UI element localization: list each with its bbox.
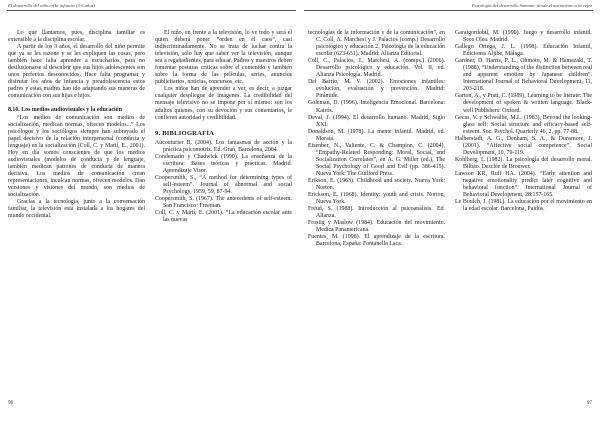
reference-entry: Donaldson, M. (1978). La mente infantil. Madrid, ed. Morata. xyxy=(308,128,445,142)
body-paragraph: Gracias a la tecnología, junto a la conversación familiar, la televisión está instalada a los hogares del mundo occidental. xyxy=(8,199,145,220)
reference-entry: tecnologías de la información y de la comunicación”, en C. Coll, A. Marchesi y J. Palacios (comp.) Desarrollo psicológico y educación 2. Psicología de la educación escolar (623-651). Madrid: Alianza Editorial. xyxy=(308,30,445,58)
reference-entry: Coll, C. y Martí, E. (2001). “La educación escolar ante las nuevas xyxy=(155,210,292,224)
left-column-1 xyxy=(8,30,145,220)
reference-entry: Le Boulch, J. (1981). La educación por el movimiento en la edad escolar. Barcelona, Paidós. xyxy=(455,199,592,213)
bibliography-heading: 9. BIBLIOGRAFÍA xyxy=(155,129,215,137)
section-heading: 8.10. Los medios audiovisuales y la educación xyxy=(8,107,122,114)
reference-entry: Coopersmith, S. (1967). The antecedents of self-esteem. San Francisco: Freeman. xyxy=(155,196,292,210)
body-paragraph: Lo que llamamos, pues, disciplina familiar es extensible a la disciplina escolar. xyxy=(8,30,145,44)
running-header-left: El desarrollo del niño en la infancia (3-6 años) xyxy=(8,3,95,8)
reference-entry: Del Barrio, M. V. (2002). Emociones infantiles: evolución, evaluación y prevención. Madrid: Pirámide. xyxy=(308,79,445,100)
reference-entry: Erikson, E. (1963). Childhood and society. Nueva York: Norton. xyxy=(308,177,445,192)
right-column-1 xyxy=(308,30,445,248)
page-number-left: 96 xyxy=(8,400,14,406)
reference-entry: Lawson KR, Ruff HA. (2004). “Early attention and negative emotionality predict later cognitive and behavioral function”. International Journal of Behavioral Development, 28:157-165. xyxy=(455,170,592,199)
body-paragraph: “Los medios de comunicación son medios de socialización, medican normas, ofrecen modelos...” Los psicólogos y los sociólogos siempre han subrayado el papel decisivo de la relación interpersonal (conducta y lenguaje) en la socialización (Coll, C. y Martí, E., 2001). Hoy en día somos conscientes de que los medios audiovisuales (modelos de conducta y de lenguaje, también medican patrones de conducta de manera decisiva. Los medios de comunicación crean representaciones, inculcan normas, ofrecen modelos. Dan versiones y visiones del mundo, son medios de socialización. xyxy=(8,114,145,199)
body-paragraph: A partir de los 3 años, el desarrollo del niño permite que ya se les razone y se les expliquen las cosas, pero también hace falta aprender a escucharlos, para no desilusionarse al descubrir que sus hijos adolescentes son unos perfectos desconocidos. Hace falta programar y disfrutar los años de infancia y preadolescencia estos padres y estas madres han ido adaptando sus maneras de comunicación con sus hijas e hijos. xyxy=(8,44,145,100)
reference-entry: Eisenber, N., Valiente, C. & Champion, C. (2004), “Empathy-Related Responding: Moral, Social, and Socialization Correlates”, en A. G. Miller (ed.), The Social Psychology of Good and Evil (pp. 386-415). Nueva York: The Guilford Press. xyxy=(308,142,445,177)
body-paragraph: El niño, en frente a la televisión, lo ve todo y será él quien deberá poner “orden en el caos”, casi indiscriminadamente. No se trata de luchar contra la televisión, sólo hay que saber ver la televisión, aunque sea a regañadientes, para educar. Padres y maestros deben fomentar posturas críticas sobre el contenido y también sobre la forma de las películas, series, anuncios publicitarios, noticias, concursos, etc. xyxy=(155,30,292,86)
reference-entry: Halberstadt, A. G., Denham, S. A., & Dunsmore, J. (2001). “Affective social competence”. Social Development, 10, 79-119. xyxy=(455,135,592,156)
reference-entry: Frostig y Maslow (1984). Educación del movimiento. Medica Panamericana. xyxy=(308,220,445,234)
reference-entry: Erickson, E. (1968). Identity: youth and crisis. Norton, Nueva York. xyxy=(308,192,445,206)
right-page xyxy=(300,0,600,423)
reference-entry: Deval, J. (1994). El desarrollo humano. Madrid, Siglo XXI. xyxy=(308,114,445,128)
reference-entry: Kohlberg, L (1982). La psicología del desarrollo moral. Bilbao. Desclée de Brouwer. xyxy=(455,156,592,170)
right-column-2 xyxy=(455,30,592,213)
reference-entry: Condemarín y Chadwick (1990). La enseñanza de la escritura: Bases teóricas y prácticas. Madrid. Aprendizaje Visor. xyxy=(155,153,292,174)
reference-entry: Garaigordobil, M. (1990). Juego y desarrollo infantil. Seco Olea. Madrid. xyxy=(455,30,592,44)
reference-entry: Gallego Ortega, J. L. (1998). Educación Infantil, Ediciones Aljibe, Málaga. xyxy=(455,44,592,58)
reference-entry: Goleman, D. (1996). Inteligencia Emocional. Barcelona: Kairós. xyxy=(308,100,445,114)
reference-entry: Gardner, D. Harris, P. L., Ohmoto, M. & Hamazaki, T. (1988), “Understanding of the distinction between real and apparent emotion by Japanese children”. International Journal of Behavioral Development, 11, 203-218. xyxy=(455,58,592,93)
reference-entry: Coopersmith, S., “A method for determining types of self-esteem”. Journal of abnormal and social Psychology, 1959, 59, 87-94. xyxy=(155,174,292,195)
header-rule xyxy=(7,10,296,11)
reference-entry: Freud, S. (1988). Introducción al psicoanálisis. Ed. Alianza. xyxy=(308,206,445,220)
reference-entry: Fuentes, M. (1998). El aprendizaje de la escritura. Barcelona, España: Fontanella Laca. xyxy=(308,234,445,248)
running-header-right: Psicología del desarrollo humano: desde el nacimiento a la vejez xyxy=(471,3,592,8)
body-paragraph: Los niños han de aprender a ver, es decir, a juzgar cualquier despliegue de imágenes. La credibilidad del mensaje televisivo no se impone por sí mismo: son los adultos quienes, con su devoción y sus comentarios, le confieren autoridad y credibilidad. xyxy=(155,86,292,121)
reference-entry: Coll, C., Palacios, J., Marchesi, A. (comps.) (2006). Desarrollo psicológico y educación. Vol. II, ed. Alianza Psicología. Madrid. xyxy=(308,58,445,79)
reference-entry: Garton, A., y Pratt, C. (1989), Learning to be literate: The development of spoken & written language. Black-well Publishers: Oxford. xyxy=(455,93,592,114)
reference-entry: Aucouturier B. (2004). Los fantasmas de acción y la práctica psicomotriz. Ed. Graó, Barcelona, 2004. xyxy=(155,139,292,153)
header-rule xyxy=(304,10,593,11)
reference-entry: Gecas, V. y Schwalbe, M.L. (1983), Beyond the looking-glass self: Social structure and efficacy-based self-esteem. Soc. Psychol. Quarterly 46, 2, pp. 77-88. xyxy=(455,114,592,135)
page-number-right: 97 xyxy=(586,400,592,406)
left-column-2 xyxy=(155,30,292,224)
